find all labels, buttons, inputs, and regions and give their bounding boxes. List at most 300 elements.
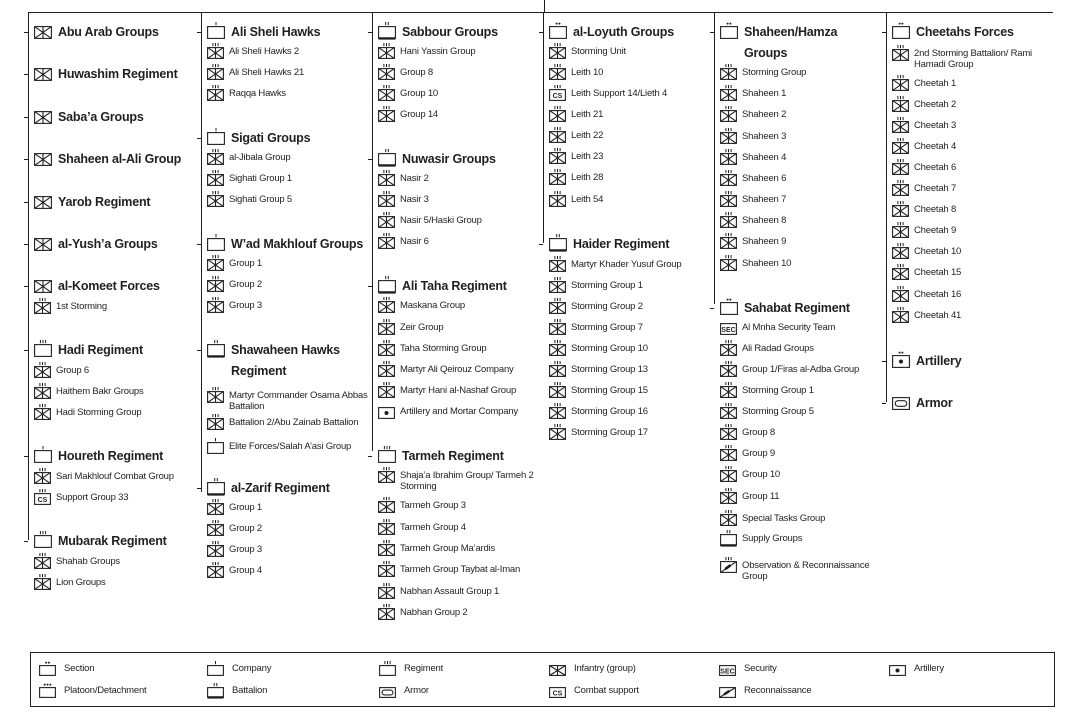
group-tick <box>882 32 886 33</box>
unit-infantry-group-icon <box>549 43 566 59</box>
group-title: W’ad Makhlouf Groups <box>231 237 364 251</box>
unit-label: Cheetah 2 <box>914 99 957 110</box>
unit-item <box>378 561 540 577</box>
unit-item <box>549 169 707 185</box>
group-tick <box>197 138 201 139</box>
unit-label: Artillery and Mortar Company <box>400 406 518 417</box>
group-title: Tarmeh Regiment <box>402 449 504 463</box>
unit-label: Shaheen 7 <box>742 194 787 205</box>
group-unit-icon <box>34 531 52 548</box>
legend-label: Regiment <box>404 663 444 674</box>
unit-item <box>207 438 369 454</box>
unit-infantry-group-icon <box>207 520 224 536</box>
unit-infantry-group-icon <box>720 149 737 165</box>
group-tick <box>368 286 372 287</box>
legend-label: Company <box>232 663 272 674</box>
unit-label: Shaheen 3 <box>742 131 787 142</box>
group-node <box>378 276 540 297</box>
unit-label: Shaheen 6 <box>742 173 787 184</box>
unit-unit-icon <box>207 438 224 454</box>
unit-label: Group 3 <box>229 544 262 555</box>
unit-infantry-group-icon <box>34 468 51 484</box>
legend-combat-support-icon <box>549 683 566 698</box>
group-armor-icon <box>892 393 910 410</box>
group-node <box>34 340 196 361</box>
group-tick <box>197 32 201 33</box>
unit-infantry-group-icon <box>378 540 395 556</box>
unit-item <box>549 382 707 398</box>
group-infantry-group-icon <box>34 22 52 39</box>
unit-infantry-group-icon <box>892 117 909 133</box>
unit-reconnaissance-icon <box>720 557 737 573</box>
group-node <box>34 107 196 128</box>
unit-label: Shaheen 8 <box>742 215 787 226</box>
unit-infantry-group-icon <box>34 574 51 590</box>
unit-item <box>892 159 1044 175</box>
unit-label: Group 1/Firas al-Adba Group <box>742 364 860 375</box>
unit-infantry-group-icon <box>207 499 224 515</box>
group-infantry-group-icon <box>34 149 52 166</box>
unit-label: Supply Groups <box>742 533 803 544</box>
unit-item <box>720 149 878 165</box>
legend-label: Infantry (group) <box>574 663 636 674</box>
unit-item <box>378 361 540 377</box>
unit-infantry-group-icon <box>892 138 909 154</box>
column-1-connector <box>28 12 29 540</box>
unit-label: Elite Forces/Salah A’asi Group <box>229 441 352 452</box>
unit-infantry-group-icon <box>378 233 395 249</box>
unit-infantry-group-icon <box>720 170 737 186</box>
group-tick <box>24 456 28 457</box>
group-node <box>34 276 196 297</box>
legend <box>30 652 1055 707</box>
group-title: Shaheen/Hamza Groups <box>744 25 838 60</box>
unit-infantry-group-icon <box>34 298 51 314</box>
legend-entry <box>889 661 944 676</box>
unit-label: Sighati Group 1 <box>229 173 293 184</box>
group-unit-icon <box>549 234 567 251</box>
unit-label: Group 9 <box>742 448 775 459</box>
unit-label: Haithem Bakr Groups <box>56 386 144 397</box>
unit-infantry-group-icon <box>892 159 909 175</box>
unit-infantry-group-icon <box>549 403 566 419</box>
group-unit-icon <box>34 340 52 357</box>
unit-infantry-group-icon <box>892 307 909 323</box>
group-node <box>892 351 1044 372</box>
unit-infantry-group-icon <box>378 583 395 599</box>
legend-entry <box>39 661 94 676</box>
unit-label: Group 4 <box>229 565 262 576</box>
unit-item <box>892 96 1044 112</box>
unit-infantry-group-icon <box>549 424 566 440</box>
unit-infantry-group-icon <box>720 361 737 377</box>
column-5-connector <box>714 12 715 304</box>
group-unit-icon <box>378 276 396 293</box>
unit-infantry-group-icon <box>892 264 909 280</box>
unit-item <box>892 201 1044 217</box>
unit-label: Special Tasks Group <box>742 513 826 524</box>
group-title: Sahabat Regiment <box>744 301 850 315</box>
unit-label: Hani Yassin Group <box>400 46 476 57</box>
unit-label: Nasir 2 <box>400 173 429 184</box>
unit-infantry-group-icon <box>720 382 737 398</box>
unit-item <box>720 106 878 122</box>
unit-label: Raqqa Hawks <box>229 88 286 99</box>
unit-item <box>720 361 878 377</box>
unit-item <box>207 297 369 313</box>
unit-item <box>378 604 540 620</box>
unit-label: Shaheen 1 <box>742 88 787 99</box>
unit-item <box>207 541 369 557</box>
group-title: Ali Taha Regiment <box>402 279 507 293</box>
svg-text:CS: CS <box>552 690 563 698</box>
unit-item <box>378 340 540 356</box>
unit-label: Storming Group 10 <box>571 343 648 354</box>
unit-item <box>720 340 878 356</box>
column-2-connector <box>201 12 202 492</box>
group-unit-icon <box>207 234 225 251</box>
group-node <box>207 22 369 43</box>
unit-infantry-group-icon <box>207 170 224 186</box>
unit-label: Storming Group <box>742 67 807 78</box>
svg-text:SEC: SEC <box>720 668 735 676</box>
group-unit-icon <box>207 340 225 357</box>
group-tick <box>24 74 28 75</box>
unit-infantry-group-icon <box>720 445 737 461</box>
unit-label: Cheetah 10 <box>914 246 962 257</box>
legend-entry <box>549 661 636 676</box>
unit-label: 1st Storming <box>56 301 107 312</box>
unit-item <box>549 64 707 80</box>
unit-infantry-group-icon <box>720 191 737 207</box>
group-tick <box>24 202 28 203</box>
unit-item <box>207 520 369 536</box>
unit-item <box>34 468 196 484</box>
legend-armor-icon <box>379 683 396 698</box>
unit-item <box>378 540 540 556</box>
unit-item <box>720 530 878 546</box>
unit-label: Taha Storming Group <box>400 343 487 354</box>
legend-label: Section <box>64 663 95 674</box>
group-tick <box>24 32 28 33</box>
unit-infantry-group-icon <box>720 466 737 482</box>
unit-label: Al Mnha Security Team <box>742 322 836 333</box>
unit-infantry-group-icon <box>378 319 395 335</box>
unit-item <box>720 488 878 504</box>
unit-item <box>378 583 540 599</box>
unit-infantry-group-icon <box>378 382 395 398</box>
unit-infantry-group-icon <box>720 510 737 526</box>
group-node <box>378 149 540 170</box>
column-4-connector <box>543 12 544 243</box>
unit-infantry-group-icon <box>378 170 395 186</box>
group-unit-icon <box>207 22 225 39</box>
top-header-line <box>28 12 1053 13</box>
unit-label: Leith 10 <box>571 67 604 78</box>
unit-infantry-group-icon <box>892 222 909 238</box>
group-title: Houreth Regiment <box>58 449 164 463</box>
unit-item <box>549 277 707 293</box>
group-title: Sabbour Groups <box>402 25 498 39</box>
legend-label: Combat support <box>574 685 639 696</box>
group-node <box>207 478 369 499</box>
legend-unit-icon <box>39 683 56 698</box>
unit-item <box>720 255 878 271</box>
unit-item <box>549 403 707 419</box>
unit-label: Group 11 <box>742 491 780 502</box>
group-node <box>378 446 540 467</box>
unit-infantry-group-icon <box>378 467 395 483</box>
unit-infantry-group-icon <box>207 541 224 557</box>
legend-label: Reconnaissance <box>744 685 812 696</box>
legend-label: Artillery <box>914 663 944 674</box>
unit-item <box>549 424 707 440</box>
unit-label: Leith 22 <box>571 130 604 141</box>
group-node <box>34 192 196 213</box>
group-title: Hadi Regiment <box>58 343 143 357</box>
unit-infantry-group-icon <box>549 106 566 122</box>
unit-label: Storming Group 7 <box>571 322 643 333</box>
unit-infantry-group-icon <box>549 148 566 164</box>
group-tick <box>710 308 714 309</box>
unit-infantry-group-icon <box>892 96 909 112</box>
unit-item <box>34 383 196 399</box>
unit-item <box>892 264 1044 280</box>
unit-label: Cheetah 9 <box>914 225 957 236</box>
unit-item <box>892 180 1044 196</box>
unit-item <box>378 64 540 80</box>
unit-item <box>720 466 878 482</box>
group-node <box>34 22 196 43</box>
group-node <box>34 64 196 85</box>
unit-label: Nabhan Group 2 <box>400 607 468 618</box>
unit-item <box>34 553 196 569</box>
unit-label: Sari Makhlouf Combat Group <box>56 471 174 482</box>
unit-label: Lion Groups <box>56 577 106 588</box>
group-tick <box>24 117 28 118</box>
unit-label: Shahab Groups <box>56 556 120 567</box>
unit-label: Martyr Hani al-Nashaf Group <box>400 385 517 396</box>
group-unit-icon <box>207 478 225 495</box>
top-connector-line <box>544 0 545 12</box>
unit-security-icon <box>720 319 737 335</box>
unit-item <box>720 191 878 207</box>
unit-item <box>207 149 369 165</box>
unit-infantry-group-icon <box>378 340 395 356</box>
unit-label: Tarmeh Group Ma’ardis <box>400 543 496 554</box>
group-unit-icon <box>378 22 396 39</box>
unit-item <box>892 286 1044 302</box>
unit-item <box>378 106 540 122</box>
unit-label: Group 10 <box>742 469 781 480</box>
group-tick <box>24 244 28 245</box>
group-title: Artillery <box>916 354 962 368</box>
unit-infantry-group-icon <box>549 277 566 293</box>
unit-item <box>378 467 540 492</box>
unit-infantry-group-icon <box>207 255 224 271</box>
unit-item <box>549 106 707 122</box>
legend-unit-icon <box>207 661 224 676</box>
unit-label: Battalion 2/Abu Zainab Battalion <box>229 417 359 428</box>
legend-label: Battalion <box>232 685 268 696</box>
unit-label: Ali Sheli Hawks 21 <box>229 67 305 78</box>
unit-item <box>378 403 540 419</box>
unit-label: Storming Group 2 <box>571 301 643 312</box>
group-unit-icon <box>549 22 567 39</box>
legend-entry <box>39 683 146 698</box>
svg-text:SEC: SEC <box>721 327 736 334</box>
group-title: Sigati Groups <box>231 131 311 145</box>
unit-label: Storming Group 16 <box>571 406 648 417</box>
unit-label: Cheetah 8 <box>914 204 957 215</box>
unit-item <box>549 361 707 377</box>
unit-label: Cheetah 15 <box>914 267 962 278</box>
unit-item <box>378 319 540 335</box>
unit-infantry-group-icon <box>207 85 224 101</box>
unit-label: Group 14 <box>400 109 439 120</box>
unit-infantry-group-icon <box>378 361 395 377</box>
unit-item <box>378 43 540 59</box>
unit-item <box>549 85 707 101</box>
unit-item <box>892 45 1044 70</box>
unit-item <box>207 64 369 80</box>
group-tick <box>539 244 543 245</box>
unit-infantry-group-icon <box>549 319 566 335</box>
legend-label: Security <box>744 663 777 674</box>
unit-infantry-group-icon <box>378 497 395 513</box>
unit-infantry-group-icon <box>720 106 737 122</box>
group-infantry-group-icon <box>34 276 52 293</box>
unit-infantry-group-icon <box>720 85 737 101</box>
unit-infantry-group-icon <box>549 382 566 398</box>
unit-artillery-icon <box>378 403 395 419</box>
unit-combat-support-icon <box>549 85 566 101</box>
legend-entry <box>719 661 777 676</box>
unit-label: Martyr Commander Osama Abbas Battalion <box>229 390 368 412</box>
group-unit-icon <box>892 22 910 39</box>
group-title: Huwashim Regiment <box>58 67 178 81</box>
unit-label: Group 8 <box>742 427 775 438</box>
group-tick <box>710 32 714 33</box>
unit-item <box>720 64 878 80</box>
group-infantry-group-icon <box>34 64 52 81</box>
unit-item <box>207 387 369 412</box>
group-node <box>720 22 878 64</box>
group-tick <box>368 159 372 160</box>
group-node <box>207 234 369 255</box>
unit-label: Maskana Group <box>400 300 465 311</box>
unit-label: Tarmeh Group 4 <box>400 522 466 533</box>
unit-item <box>720 557 878 582</box>
unit-label: Leith 28 <box>571 172 604 183</box>
group-title: Haider Regiment <box>573 237 670 251</box>
unit-label: Group 8 <box>400 67 433 78</box>
unit-infantry-group-icon <box>892 45 909 61</box>
unit-label: Cheetah 1 <box>914 78 957 89</box>
unit-label: Cheetah 41 <box>914 310 962 321</box>
unit-item <box>207 499 369 515</box>
unit-item <box>207 414 369 430</box>
unit-label: Leith 23 <box>571 151 604 162</box>
unit-infantry-group-icon <box>378 212 395 228</box>
group-title: Ali Sheli Hawks <box>231 25 321 39</box>
group-title: al-Komeet Forces <box>58 279 160 293</box>
unit-label: Storming Group 1 <box>742 385 814 396</box>
group-node <box>207 128 369 149</box>
unit-infantry-group-icon <box>378 43 395 59</box>
group-node <box>34 234 196 255</box>
unit-label: Observation & Reconnaissance Group <box>742 560 870 582</box>
unit-item <box>34 404 196 420</box>
unit-label: Leith 21 <box>571 109 604 120</box>
unit-label: Shaheen 9 <box>742 236 787 247</box>
unit-infantry-group-icon <box>720 64 737 80</box>
unit-item <box>549 256 707 272</box>
group-tick <box>197 488 201 489</box>
unit-infantry-group-icon <box>34 404 51 420</box>
unit-infantry-group-icon <box>720 128 737 144</box>
unit-label: Martyr Ali Qeirouz Company <box>400 364 514 375</box>
unit-infantry-group-icon <box>378 519 395 535</box>
unit-infantry-group-icon <box>34 553 51 569</box>
legend-entry <box>379 683 429 698</box>
unit-item <box>549 127 707 143</box>
group-tick <box>368 456 372 457</box>
unit-label: Cheetah 4 <box>914 141 957 152</box>
unit-infantry-group-icon <box>549 256 566 272</box>
unit-label: Storming Unit <box>571 46 626 57</box>
group-tick <box>197 350 201 351</box>
legend-security-icon <box>719 661 736 676</box>
unit-infantry-group-icon <box>378 85 395 101</box>
legend-entry <box>719 683 811 698</box>
group-title: Yarob Regiment <box>58 195 151 209</box>
unit-infantry-group-icon <box>892 75 909 91</box>
unit-label: Hadi Storming Group <box>56 407 142 418</box>
group-tick <box>24 286 28 287</box>
group-title: Nuwasir Groups <box>402 152 496 166</box>
column-6-connector <box>886 12 887 402</box>
unit-label: Storming Group 1 <box>571 280 643 291</box>
unit-item <box>378 212 540 228</box>
unit-label: Martyr Khader Yusuf Group <box>571 259 682 270</box>
unit-label: Ali Radad Groups <box>742 343 814 354</box>
unit-infantry-group-icon <box>207 414 224 430</box>
unit-label: Group 6 <box>56 365 89 376</box>
legend-infantry-group-icon <box>549 661 566 676</box>
unit-item <box>34 489 196 505</box>
group-node <box>207 340 369 382</box>
unit-infantry-group-icon <box>549 298 566 314</box>
unit-label: Cheetah 6 <box>914 162 957 173</box>
unit-item <box>207 170 369 186</box>
unit-label: Storming Group 17 <box>571 427 648 438</box>
unit-item <box>549 298 707 314</box>
unit-label: Shaheen 2 <box>742 109 787 120</box>
group-unit-icon <box>378 149 396 166</box>
group-title: Shawaheen Hawks Regiment <box>231 343 340 378</box>
group-unit-icon <box>720 22 738 39</box>
unit-item <box>720 128 878 144</box>
unit-item <box>378 85 540 101</box>
group-node <box>34 446 196 467</box>
unit-label: Nasir 6 <box>400 236 429 247</box>
unit-infantry-group-icon <box>207 43 224 59</box>
group-tick <box>368 32 372 33</box>
unit-item <box>207 255 369 271</box>
unit-infantry-group-icon <box>549 64 566 80</box>
unit-item <box>892 75 1044 91</box>
